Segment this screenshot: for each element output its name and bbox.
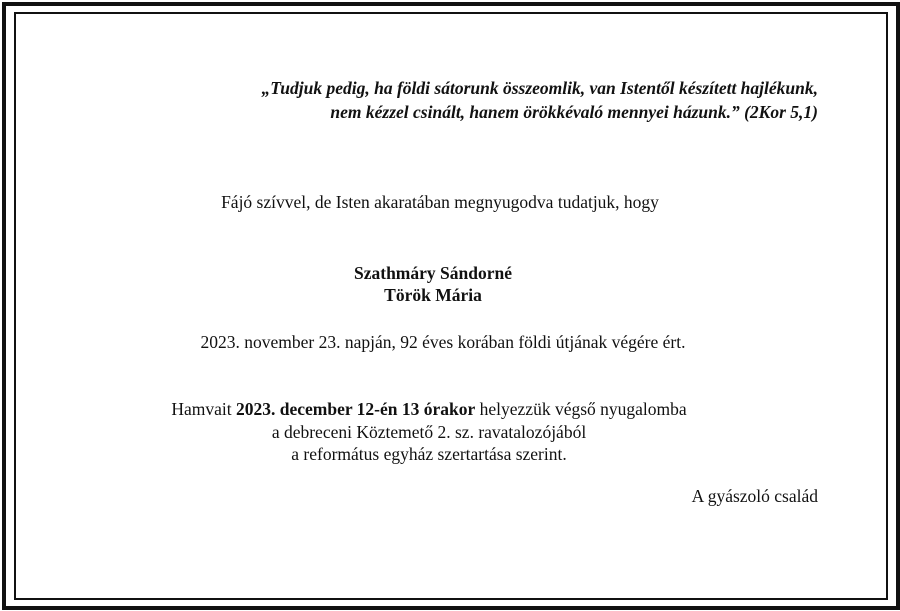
deceased-name: Szathmáry Sándorné <box>354 263 512 283</box>
burial-line-2: a debreceni Köztemető 2. sz. ravatalozójából <box>271 422 587 442</box>
deceased-maiden-name: Török Mária <box>384 285 482 305</box>
bible-quote-line-1: „Tudjuk pedig, ha földi sátorunk összeomlik, van Istentől készített hajlékunk, <box>261 78 818 98</box>
burial-date-time: 2023. december 12-én 13 órakor <box>235 399 476 419</box>
bible-quote-line-2: nem kézzel csinált, hanem örökkévaló mennyei házunk.” (2Kor 5,1) <box>330 102 818 122</box>
signature: A gyászoló család <box>691 486 818 506</box>
burial-line-1 <box>0 398 900 420</box>
death-notice: 2023. november 23. napján, 92 éves korában földi útjának végére ért. <box>200 332 686 352</box>
burial-line-3: a református egyház szertartása szerint. <box>291 444 567 464</box>
burial-suffix: helyezzük végső nyugalomba <box>475 399 687 419</box>
burial-prefix: Hamvait <box>171 399 236 419</box>
intro-text: Fájó szívvel, de Isten akaratában megnyugodva tudatjuk, hogy <box>221 192 659 212</box>
